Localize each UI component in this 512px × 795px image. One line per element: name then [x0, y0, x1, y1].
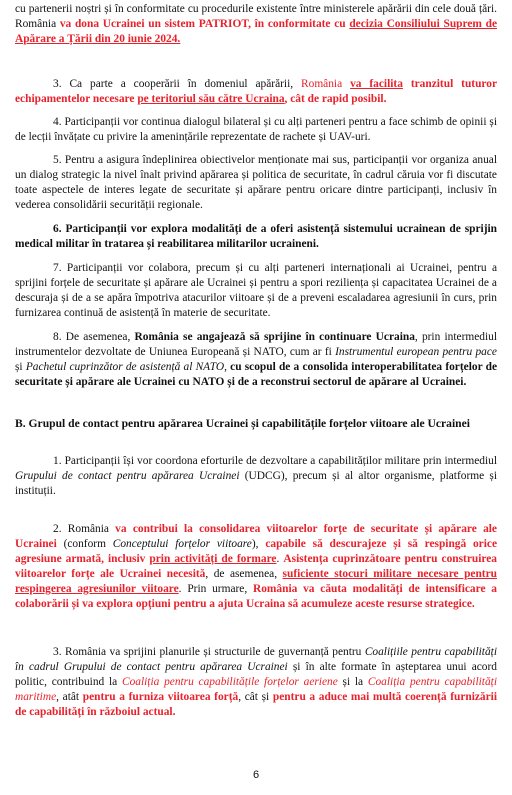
paragraph-a2-continuation: cu partenerii noștri și în conformitate cu procedurile existente între ministerele apărării din cele două țări. România va dona Ucrainei un sistem PATRIOT, în conformitate cu decizia Consiliului Suprem de Apărare a Țării din 20 iunie 2024. [15, 3, 497, 45]
paragraph-a5: 5. Pentru a asigura îndeplinirea obiectivelor menționate mai sus, participanții vor organiza anual un dialog strategic la nivel înalt privind apărarea și politica de securitate, în cadrul căruia vor fi discutate toate aspectele de interes legate de securitate și apărare pentru oricare dintre participanți, inclusiv în vederea consolidării securității regionale. [15, 154, 497, 211]
paragraph-a8: 8. De asemenea, România se angajează să sprijine în continuare Ucraina, prin intermediul instrumentelor dezvoltate de Uniunea Europeană și NATO, cum ar fi Instrumentul european pentru pace și Pachetul cuprinzător de asistență al NATO, cu scopul de a consolida interoperabilitatea forțelor de securitate și apărare ale Ucrainei cu NATO și de a reconstrui sectorul de apărare al Ucrainei. [15, 331, 498, 388]
paragraph-a4: 4. Participanții vor continua dialogul bilateral și cu alți parteneri pentru a face schimb de opinii și de lecții învățate cu privire la amenințările reprezentate de rachete și UAV-uri. [15, 116, 497, 143]
paragraph-b1: 1. Participanții își vor coordona eforturile de dezvoltare a capabilităților militare prin intermediul Grupului de contact pentru apărarea Ucrainei (UDCG), precum și al altor organisme, platforme și instituții. [15, 455, 497, 497]
section-b-heading: B. Grupul de contact pentru apărarea Ucrainei și capabilitățile forțelor viitoare ale Ucrainei [15, 417, 470, 430]
page-number: 6 [252, 769, 260, 781]
paragraph-a6: 6. Participanții vor explora modalități de a oferi asistență sistemului ucrainean de sprijin medical militar în tratarea și reabilitarea militarilor ucraineni. [15, 223, 497, 250]
paragraph-a7: 7. Participanții vor colabora, precum și cu alți parteneri internaționali ai Ucrainei, pentru a sprijini forțele de securitate și apărare ale Ucrainei și pentru a spori reziliența și capacitatea Ucrainei de a descuraja și de a se apăra împotriva atacurilor viitoare și de a preveni escaladarea agresiunii în curs, prin furnizarea continuă de asistență în materie de securitate. [15, 262, 497, 319]
paragraph-b3: 3. România va sprijini planurile și structurile de guvernanță pentru Coalițiile pentru capabilități în cadrul Grupului de contact pentru apărarea Ucrainei și în alte formate în așteptarea unui acord politic, contribuind la Coaliția pentru capabilitățile forțelor aeriene și la Coaliția pentru capabilități maritime, atât pentru a furniza viitoarea forță, cât și pentru a aduce mai multă coerență furnizării de capabilități în războiul actual. [15, 646, 498, 718]
paragraph-b2: 2. România va contribui la consolidarea viitoarelor forțe de securitate și apărare ale Ucrainei (conform Conceptului forțelor viitoare), capabile să descurajeze și să respingă orice agresiune armată, inclusiv prin activități de formare. Asistența cuprinzătoare pentru construirea viitoarelor forțe ale Ucrainei necesită, de asemenea, suficiente stocuri militare necesare pentru respingerea agresiunilor viitoare. Prin urmare, România va căuta modalități de intensificare a colaborării și va explora opțiuni pentru a ajuta Ucraina să acumuleze aceste resurse strategice. [15, 523, 498, 610]
paragraph-a3: 3. Ca parte a cooperării în domeniul apărării, România va facilita tranzitul tuturor echipamentelor necesare pe teritoriul său către Ucraina, cât de rapid posibil. [15, 78, 498, 105]
